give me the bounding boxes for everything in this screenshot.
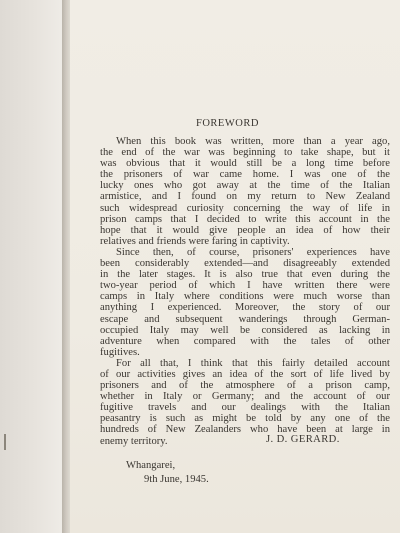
text-line: adventure when compared with the tales of other xyxy=(100,335,390,347)
text-line: enemy territory. xyxy=(100,435,168,447)
text-line: camps in Italy where conditions were much worse than xyxy=(100,291,390,303)
date-line: 9th June, 1945. xyxy=(144,474,209,485)
text-line: When this book was written, more than a year ago, xyxy=(116,136,390,147)
text-line: relatives and friends were faring in captivity. xyxy=(100,235,290,247)
text-line: been considerably extended—and disagreeably extended xyxy=(100,258,390,270)
text-line: two-year period of which I have written there were xyxy=(100,280,390,292)
text-line: the prisoners of war came home. I was one of the xyxy=(100,169,390,181)
text-line: Since then, of course, prisoners' experiences have xyxy=(116,246,390,258)
text-line: fugitive travels and our dealings with the Italian xyxy=(100,402,390,414)
place-line: Whangarei, xyxy=(126,460,176,471)
page-title: FOREWORD xyxy=(196,118,259,129)
text-line: lucky ones who got away at the time of the Italian xyxy=(100,180,390,192)
text-line: the end of the war was beginning to take shape, but it xyxy=(100,147,390,159)
author-signature: J. D. GERARD. xyxy=(266,434,340,445)
text-line: escape and subsequent wanderings through German- xyxy=(100,313,390,325)
text-line: in the later stages. It is also true that even during the xyxy=(100,269,390,281)
page-mark xyxy=(4,434,6,450)
text-line: was obvious that it would still be a long time before xyxy=(100,158,390,170)
facing-page xyxy=(0,0,64,533)
text-line: hundreds of New Zealanders who have been at large in xyxy=(100,424,390,436)
text-line: prison camps that I decided to write this account in the xyxy=(100,213,390,225)
text-line: armistice, and I found on my return to New Zealand xyxy=(100,191,390,203)
text-line: For all that, I think that this fairly detailed account xyxy=(116,357,390,369)
foreword-text xyxy=(100,136,390,447)
text-line: of our activities gives an idea of the sort of life lived by xyxy=(100,368,390,380)
text-line: prisoners and of the atmosphere of a prison camp, xyxy=(100,380,390,392)
text-line: fugitives. xyxy=(100,346,140,358)
text-line: peasantry is such as might be told by any one of the xyxy=(100,413,390,425)
text-line: whether in Italy or Germany; and the account of our xyxy=(100,391,390,403)
text-line: such widespread curiosity concerning the way of life in xyxy=(100,202,390,214)
text-line: anything I experienced. Moreover, the story of our xyxy=(100,302,390,314)
text-line: occupied Italy may well be considered as lacking in xyxy=(100,324,390,336)
text-line: hope that it would give people an idea of how their xyxy=(100,224,390,236)
